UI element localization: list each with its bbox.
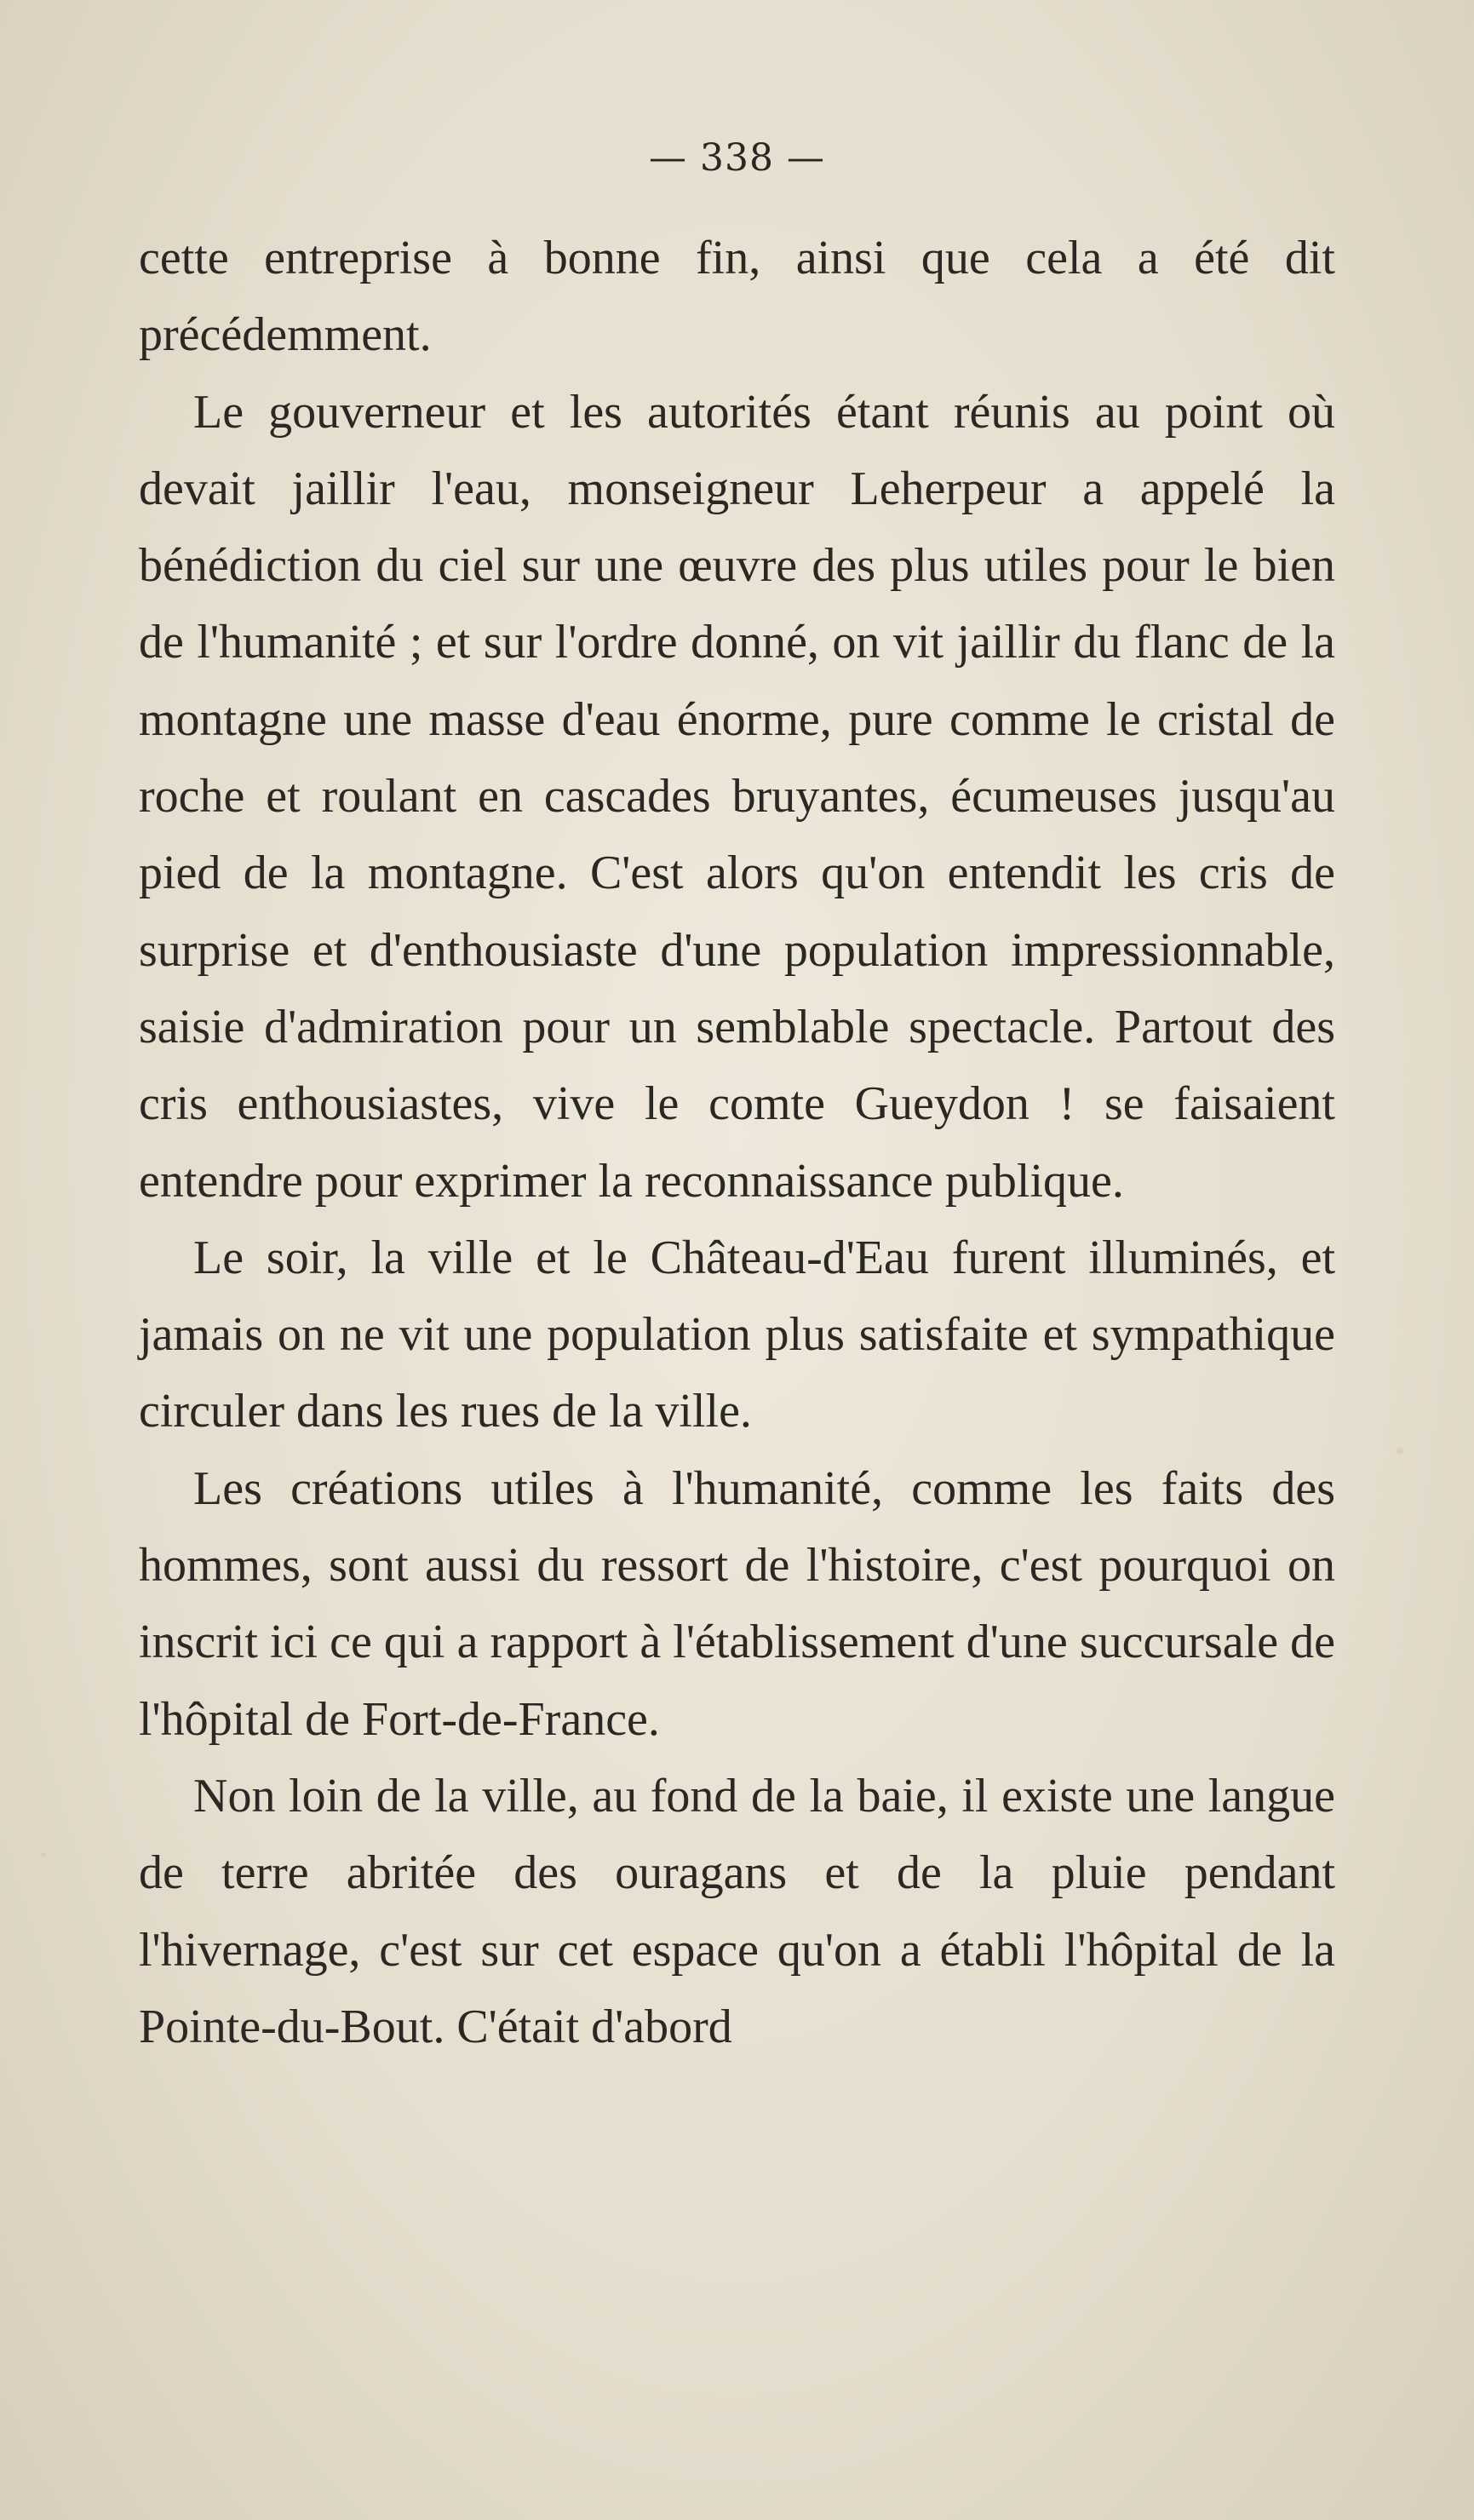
- paragraph: Les créations utiles à l'humanité, comme les faits des hommes, sont aussi du ressort de l'histoire, c'est pourquoi on inscrit ici ce qui a rapport à l'établissement d'une succursale de l'hôpital de Fort-de-France.: [139, 1461, 1335, 1746]
- paper-spot: [41, 1852, 46, 1857]
- paragraph-continued: cette entreprise à bonne fin, ainsi que cela a été dit précédemment.: [139, 232, 1335, 362]
- paper-spot: [1397, 1448, 1403, 1455]
- paragraph: Le soir, la ville et le Château-d'Eau furent illuminés, et jamais on ne vit une population plus satisfaite et sympathique circuler dans les rues de la ville.: [139, 1231, 1335, 1438]
- paragraph: Le gouverneur et les autorités étant réunis au point où devait jaillir l'eau, monseigneur Leherpeur a appelé la bénédiction du ciel sur une œuvre des plus utiles pour le bien de l'humanité ; et sur l'ordre donné, on vit jaillir du flanc de la montagne une masse d'eau énorme, pure comme le cristal de roche et roulant en cascades bruyantes, écumeuses jusqu'au pied de la montagne. C'est alors qu'on entendit les cris de surprise et d'enthousiaste d'une population impressionnable, saisie d'admiration pour un semblable spectacle. Partout des cris enthousiastes, vive le comte Gueydon ! se faisaient entendre pour exprimer la reconnaissance publique.: [139, 385, 1335, 1208]
- page-number: — 338 —: [649, 136, 825, 180]
- paragraph: Non loin de la ville, au fond de la baie, il existe une langue de terre abritée des ouragans et de la pluie pendant l'hivernage, c'est sur cet espace qu'on a établi l'hôpital de la Pointe-du-Bout. C'était d'abord: [139, 1769, 1335, 2053]
- body-text: [139, 220, 1335, 2065]
